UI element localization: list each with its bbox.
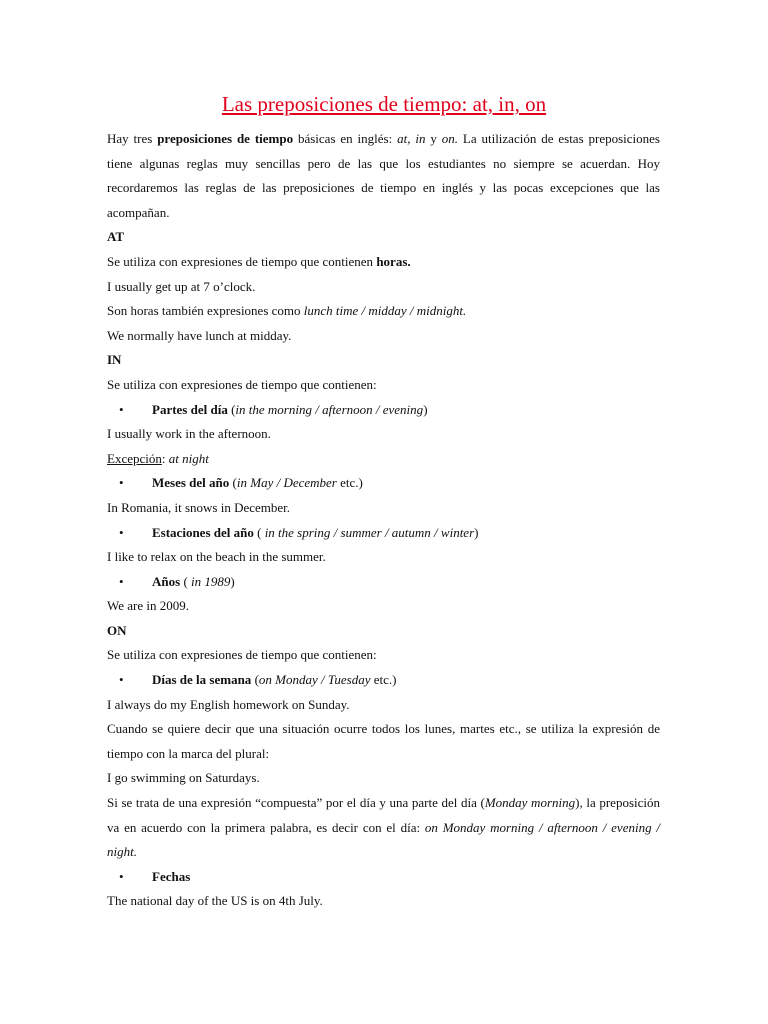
in-example-4: We are in 2009. — [107, 598, 189, 614]
on-example-3: The national day of the US is on 4th July. — [107, 893, 323, 909]
bullet-item-anos: • Años ( in 1989) — [107, 570, 660, 595]
on-example-1: I always do my English homework on Sunday. — [107, 696, 350, 712]
in-example-1: I usually work in the afternoon. — [107, 426, 271, 442]
in-example-3: I like to relax on the beach in the summer. — [107, 549, 326, 565]
bullet-icon: • — [119, 672, 124, 688]
on-compound-note: Si se trata de una expresión “compuesta” por el día y una parte del día (Monday morning), la preposición va en acuerdo con la primera palabra, es decir con el día: on Monday morning / afternoon / evening / night. — [107, 795, 661, 860]
document-body — [107, 127, 660, 914]
at-also-italic: lunch time / midday / midnight. — [303, 303, 467, 319]
intro-text: La utilización de estas preposiciones tiene algunas reglas muy sencillas pero de las que los estudiantes no siempre se acuerdan. Hoy recordaremos las reglas de las preposiciones de tiempo en inglés y las pocas excepciones que las acompañan. — [107, 131, 660, 220]
in-exception: Excepción: at night — [107, 450, 209, 466]
section-heading-on: ON — [107, 622, 127, 638]
intro-text: Hay tres — [107, 131, 158, 146]
bullet-item-partes-del-dia: • Partes del día (in the morning / afternoon / evening) — [107, 398, 660, 423]
in-rule: Se utiliza con expresiones de tiempo que contienen: — [107, 376, 377, 392]
bullet-item-dias-semana: • Días de la semana (on Monday / Tuesday etc.) — [107, 668, 660, 693]
on-rule: Se utiliza con expresiones de tiempo que contienen: — [107, 647, 377, 663]
on-example-2: I go swimming on Saturdays. — [107, 770, 260, 786]
section-heading-in: IN — [107, 352, 122, 368]
intro-bold-term: preposiciones de tiempo — [157, 131, 294, 146]
page-title: Las preposiciones de tiempo: at, in, on — [221, 92, 547, 116]
bullet-icon: • — [119, 524, 124, 540]
at-example-1: I usually get up at 7 o’clock. — [107, 278, 256, 294]
bullet-icon: • — [119, 401, 124, 417]
bullet-icon: • — [119, 475, 124, 491]
at-rule: Se utiliza con expresiones de tiempo que contienen horas. — [107, 253, 411, 269]
at-example-2: We normally have lunch at midday. — [107, 327, 292, 343]
at-also: Son horas también expresiones como lunch time / midday / midnight. — [107, 303, 467, 319]
bullet-item-fechas: • Fechas — [107, 865, 660, 890]
intro-italic-at: at, — [397, 131, 411, 146]
bullet-icon: • — [119, 868, 124, 884]
intro-italic-on: on. — [441, 131, 458, 146]
in-example-2: In Romania, it snows in December. — [107, 499, 291, 515]
exception-label: Excepción — [107, 450, 162, 466]
intro-paragraph: Hay tres preposiciones de tiempo básicas en inglés: at, in y on. La utilización de estas preposiciones tiene algunas reglas muy sencillas pero de las que los estudiantes no siempre se acuerdan. Hoy recordaremos las reglas de las preposiciones de tiempo en inglés y las pocas excepciones que las acompañan. — [107, 131, 660, 220]
intro-text: básicas en inglés: — [293, 131, 398, 146]
bullet-icon: • — [119, 573, 124, 589]
at-rule-bold: horas. — [376, 253, 411, 269]
on-plural-note: Cuando se quiere decir que una situación ocurre todos los lunes, martes etc., se utiliza la expresión de tiempo con la marca del plural: — [107, 721, 660, 761]
bullet-item-estaciones: • Estaciones del año ( in the spring / summer / autumn / winter) — [107, 521, 660, 546]
intro-italic-in: in — [415, 131, 426, 146]
section-heading-at: AT — [107, 229, 125, 245]
bullet-item-meses: • Meses del año (in May / December etc.) — [107, 471, 660, 496]
